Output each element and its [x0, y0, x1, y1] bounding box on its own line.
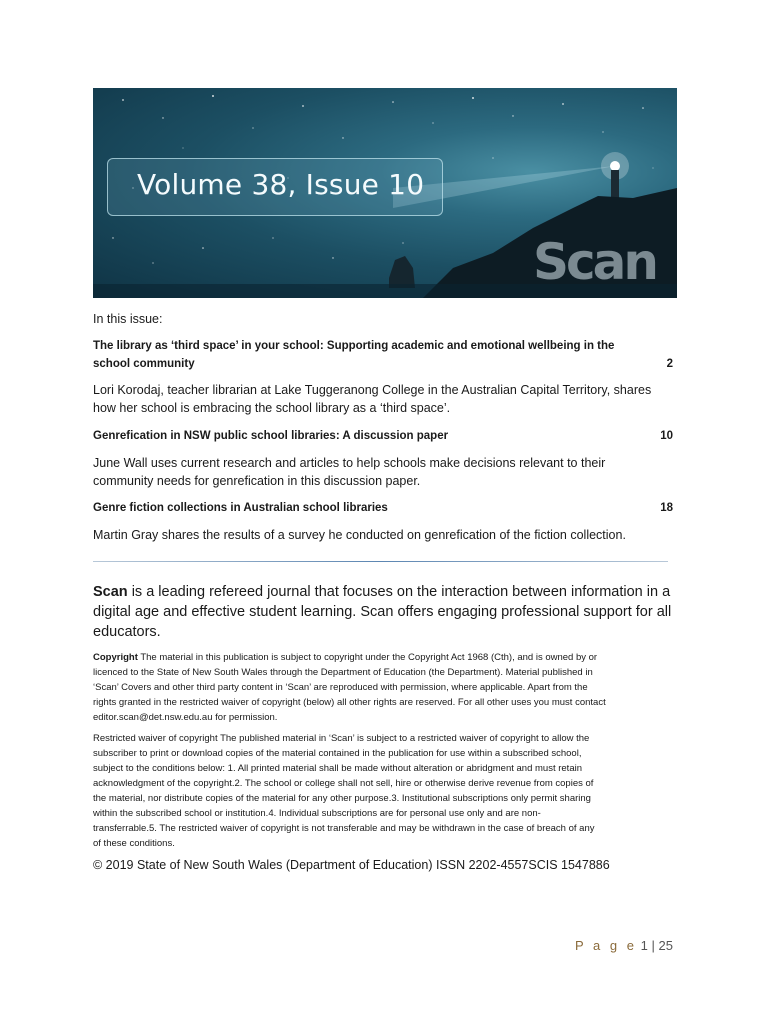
- waiver-paragraph: Restricted waiver of copyright The published material in ‘Scan’ is subject to a restricted waiver of copyright to allow the subscriber to print or download copies of the material contained in the publication for use within a subscribed school, subject to the conditions below: 1. All printed material shall be made without alteration or abridgment and must retain acknowledgment of the copyright.2. The school or college shall not sell, hire or otherwise derive revenue from copies of the material, nor distribute copies of the material for any other purpose.3. Institutional subscriptions only permit sharing within the subscribed school or institution.4. Individual subscriptions are for personal use only and are non- transferrable.5. The restricted waiver of copyright is not transferable and may be withdrawn in the case of breach of any of these conditions.: [93, 733, 595, 849]
- scan-brand: Scan: [93, 584, 128, 600]
- article-summary: Martin Gray shares the results of a survey he conducted on genrefication of the fiction collection.: [93, 528, 626, 542]
- page-number: 1: [640, 938, 648, 953]
- article-summary: June Wall uses current research and articles to help schools make decisions relevant to their community needs for genrefication in this discussion paper.: [93, 456, 606, 488]
- page-total: 25: [658, 938, 673, 953]
- cover-banner: [93, 88, 677, 298]
- article-summary: Lori Korodaj, teacher librarian at Lake Tuggeranong College in the Australian Capital Territory, shares how her school is embracing the school library as a ‘third space’.: [93, 383, 652, 415]
- article-title[interactable]: The library as ‘third space’ in your school: Supporting academic and emotional wellbeing in the school community 2: [93, 337, 673, 373]
- contact-email[interactable]: editor.scan@det.nsw.edu.au for permission.: [93, 712, 278, 723]
- article-title[interactable]: Genre fiction collections in Australian school libraries 18: [93, 499, 673, 517]
- article-page-number: 10: [660, 430, 673, 442]
- divider: [93, 561, 668, 562]
- article-page-number: 2: [666, 358, 673, 370]
- issue-heading: In this issue:: [93, 312, 163, 326]
- volume-title: Volume 38, Issue 10: [137, 168, 425, 201]
- issn-line: © 2019 State of New South Wales (Department of Education) ISSN 2202-4557SCIS 1547886: [93, 858, 610, 872]
- page-footer: P a g e 1 | 25: [575, 938, 673, 953]
- scan-logo: Scan: [533, 233, 656, 291]
- article-page-number: 18: [660, 502, 673, 514]
- about-paragraph: Scan is a leading refereed journal that focuses on the interaction between information in a digital age and effective student learning. Scan offers engaging professional support for all educators.: [93, 584, 672, 640]
- article-title[interactable]: Genrefication in NSW public school libraries: A discussion paper 10: [93, 427, 673, 445]
- copyright-paragraph: Copyright The material in this publication is subject to copyright under the Copyright Act 1968 (Cth), and is owned by or licenced to the State of New South Wales through the Department of Education (the Department). Material published in ‘Scan’ Covers and other third party content in ‘Scan’ are reproduced with permission, where applicable. Apart from the rights granted in the restricted waiver of copyright (below) all other rights are reserved. For all other uses you must contact editor.scan@det.nsw.edu.au for permission.: [93, 650, 678, 725]
